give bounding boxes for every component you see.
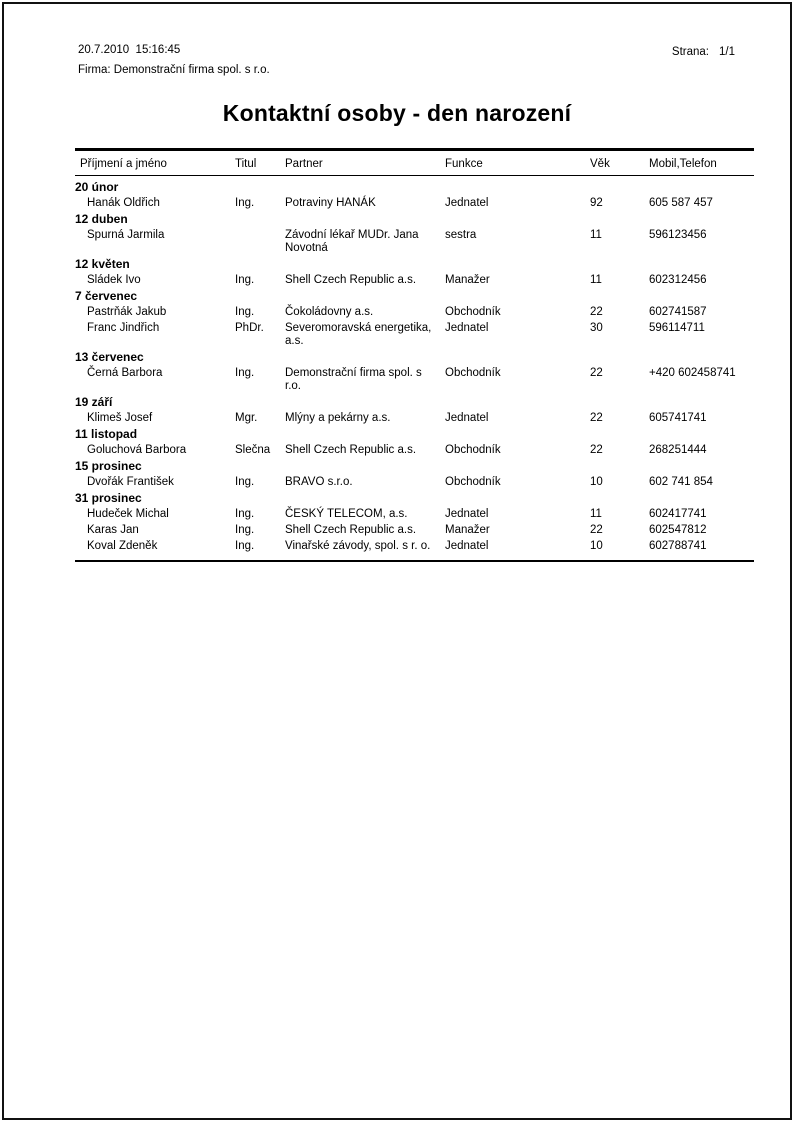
cell-title: Ing.	[235, 476, 255, 488]
cell-name: Pastrňák Jakub	[87, 306, 167, 318]
cell-title: Ing.	[235, 540, 255, 552]
cell-name: Dvořák František	[87, 476, 174, 488]
date-group-header: 12 květen	[75, 257, 130, 271]
cell-function: Jednatel	[445, 540, 489, 552]
cell-partner: Shell Czech Republic a.s.	[285, 274, 417, 286]
cell-partner: Mlýny a pekárny a.s.	[285, 412, 391, 424]
cell-phone: 596123456	[649, 229, 707, 241]
cell-function: Jednatel	[445, 508, 489, 520]
cell-phone: 268251444	[649, 444, 707, 456]
cell-age: 92	[590, 197, 603, 209]
report-company: Firma: Demonstrační firma spol. s r.o.	[78, 64, 270, 76]
cell-age: 22	[590, 444, 603, 456]
date-group-header: 15 prosinec	[75, 459, 142, 473]
column-header-age: Věk	[590, 158, 610, 170]
column-header-partner: Partner	[285, 158, 323, 170]
cell-partner: Demonstrační firma spol. s r.o.	[285, 367, 422, 392]
report-title: Kontaktní osoby - den narození	[222, 100, 572, 126]
cell-partner: Potraviny HANÁK	[285, 197, 376, 209]
cell-partner: BRAVO s.r.o.	[285, 476, 353, 488]
cell-phone: 602547812	[649, 524, 707, 536]
cell-phone: 605 587 457	[649, 197, 713, 209]
cell-title: Slečna	[235, 444, 271, 456]
cell-phone: 605741741	[649, 412, 707, 424]
cell-function: sestra	[445, 229, 477, 241]
cell-partner: ČESKÝ TELECOM, a.s.	[285, 508, 408, 520]
cell-function: Jednatel	[445, 412, 489, 424]
cell-age: 11	[590, 229, 602, 241]
table-header-row	[75, 148, 754, 176]
cell-function: Obchodník	[445, 306, 501, 318]
table-row	[75, 303, 754, 319]
cell-partner: Shell Czech Republic a.s.	[285, 444, 417, 456]
page-indicator-value: 1/1	[719, 46, 735, 58]
cell-name: Goluchová Barbora	[87, 444, 187, 456]
date-group-header: 20 únor	[75, 180, 119, 194]
column-header-name: Příjmení a jméno	[80, 158, 167, 170]
cell-phone: 602741587	[649, 306, 707, 318]
date-group-header: 11 listopad	[75, 427, 138, 441]
cell-phone: 602788741	[649, 540, 707, 552]
cell-name: Hanák Oldřich	[87, 197, 160, 209]
cell-age: 22	[590, 367, 603, 379]
cell-title: Ing.	[235, 367, 255, 379]
report-header	[4, 4, 790, 82]
cell-phone: 602417741	[649, 508, 707, 520]
cell-age: 10	[590, 476, 603, 488]
table-row	[75, 194, 754, 210]
cell-name: Sládek Ivo	[87, 274, 141, 286]
cell-name: Klimeš Josef	[87, 412, 153, 424]
cell-name: Hudeček Michal	[87, 508, 169, 520]
table-row	[75, 505, 754, 521]
contacts-table	[75, 148, 754, 562]
column-header-function: Funkce	[445, 158, 483, 170]
date-group-header: 19 září	[75, 395, 113, 409]
cell-name: Černá Barbora	[87, 367, 163, 379]
report-datetime: 20.7.2010 15:16:45	[78, 44, 181, 56]
cell-partner: Závodní lékař MUDr. Jana Novotná	[285, 229, 419, 254]
cell-partner: Vinařské závody, spol. s r. o.	[285, 540, 431, 552]
table-row	[75, 226, 754, 255]
cell-name: Karas Jan	[87, 524, 139, 536]
cell-name: Spurná Jarmila	[87, 229, 165, 241]
cell-phone: 596114711	[649, 322, 705, 334]
cell-title: Ing.	[235, 508, 255, 520]
date-group-header: 7 červenec	[75, 289, 138, 303]
cell-function: Obchodník	[445, 444, 501, 456]
table-row	[75, 441, 754, 457]
page-indicator	[672, 40, 735, 82]
table-row	[75, 537, 754, 553]
cell-phone: 602 741 854	[649, 476, 713, 488]
cell-partner: Shell Czech Republic a.s.	[285, 524, 417, 536]
table-row	[75, 364, 754, 393]
cell-function: Manažer	[445, 524, 490, 536]
cell-partner: Severomoravská energetika, a.s.	[285, 322, 432, 347]
table-row	[75, 271, 754, 287]
cell-title: Ing.	[235, 197, 255, 209]
cell-age: 30	[590, 322, 603, 334]
cell-age: 22	[590, 412, 603, 424]
table-row	[75, 319, 754, 348]
cell-age: 11	[590, 274, 602, 286]
cell-function: Jednatel	[445, 197, 489, 209]
column-header-title: Titul	[235, 158, 257, 170]
cell-function: Obchodník	[445, 476, 501, 488]
cell-name: Franc Jindřich	[87, 322, 160, 334]
cell-partner: Čokoládovny a.s.	[285, 306, 374, 318]
table-body	[75, 176, 754, 562]
date-group-header: 13 červenec	[75, 350, 144, 364]
cell-title: Ing.	[235, 524, 255, 536]
cell-title: Ing.	[235, 274, 255, 286]
cell-function: Obchodník	[445, 367, 501, 379]
cell-phone: 602312456	[649, 274, 707, 286]
cell-function: Manažer	[445, 274, 490, 286]
cell-age: 11	[590, 508, 602, 520]
date-group-header: 31 prosinec	[75, 491, 142, 505]
table-row	[75, 409, 754, 425]
cell-function: Jednatel	[445, 322, 489, 334]
cell-age: 22	[590, 306, 603, 318]
cell-name: Koval Zdeněk	[87, 540, 158, 552]
table-row	[75, 473, 754, 489]
cell-phone: +420 602458741	[649, 367, 736, 379]
page-indicator-label: Strana:	[671, 46, 709, 58]
cell-title: Ing.	[235, 306, 255, 318]
table-row	[75, 521, 754, 537]
date-group-header: 12 duben	[75, 212, 128, 226]
column-header-phone: Mobil,Telefon	[649, 158, 717, 170]
report-page	[2, 2, 792, 1120]
cell-title: Mgr.	[235, 412, 258, 424]
cell-age: 22	[590, 524, 603, 536]
cell-title: PhDr.	[235, 322, 264, 334]
cell-age: 10	[590, 540, 603, 552]
